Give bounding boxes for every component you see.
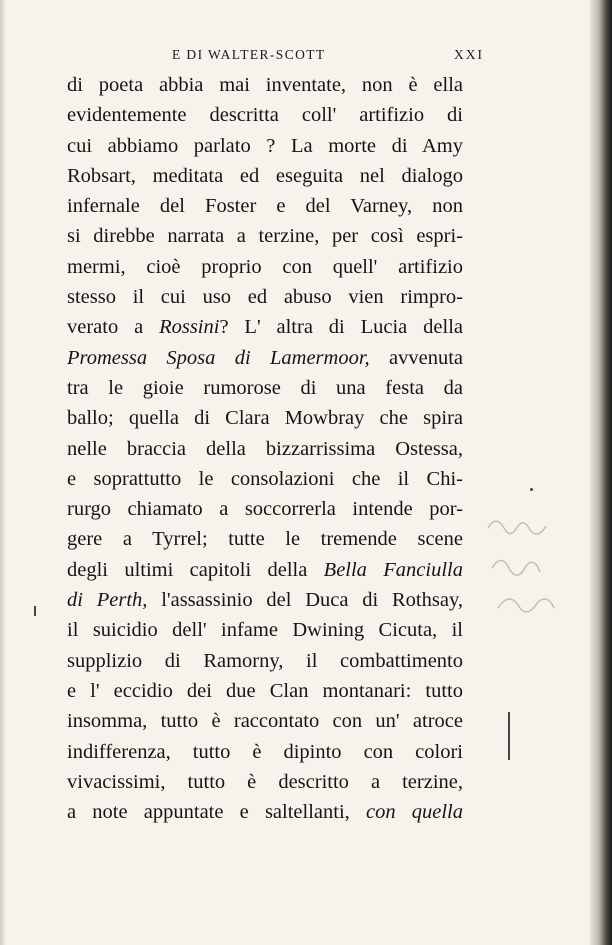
text-line <box>67 524 463 554</box>
italic-text-segment: di Perth, <box>67 589 148 612</box>
text-line <box>67 191 463 221</box>
text-line <box>67 615 463 645</box>
text-segment: nelle braccia della bizzarrissima Ostessa, <box>67 437 463 460</box>
text-line <box>67 403 463 433</box>
text-segment: e l' eccidio dei due Clan montanari: tutto <box>67 679 463 702</box>
margin-tick-mark <box>508 712 510 760</box>
page-gutter-shadow <box>0 0 6 945</box>
text-line <box>67 737 463 767</box>
text-segment: si direbbe narrata a terzine, per così espri- <box>67 225 463 248</box>
text-segment: e soprattutto le consolazioni che il Chi- <box>67 467 463 490</box>
margin-dot <box>530 488 533 491</box>
text-segment: evidentemente descritta coll' artifizio di <box>67 104 463 127</box>
text-segment: gere a Tyrrel; tutte le tremende scene <box>67 528 463 551</box>
running-head <box>64 47 484 67</box>
text-segment: il suicidio dell' infame Dwining Cicuta, il <box>67 619 463 642</box>
italic-text-segment: Bella Fanciulla <box>323 558 463 581</box>
text-line <box>67 252 463 282</box>
text-line <box>67 100 463 130</box>
text-line <box>67 585 463 615</box>
page-edge-shadow <box>590 0 612 945</box>
text-segment: Robsart, meditata ed eseguita nel dialogo <box>67 164 463 187</box>
text-segment: mermi, cioè proprio con quell' artifizio <box>67 255 463 278</box>
text-segment: infernale del Foster e del Varney, non <box>67 195 463 218</box>
text-segment: l'assassinio del Duca di Rothsay, <box>147 589 464 612</box>
text-segment: verato a <box>67 316 160 339</box>
text-segment: cui abbiamo parlato ? La morte di Amy <box>67 134 463 157</box>
text-segment: a note appuntate e saltellanti, <box>67 801 366 824</box>
text-segment: ballo; quella di Clara Mowbray che spira <box>67 407 463 430</box>
text-line <box>67 676 463 706</box>
text-segment: avvenuta <box>369 346 463 369</box>
margin-dot <box>34 606 36 616</box>
text-line <box>67 797 463 827</box>
text-segment: indifferenza, tutto è dipinto con colori <box>67 740 463 763</box>
handwritten-margin-note-icon <box>478 508 598 638</box>
text-line <box>67 555 463 585</box>
text-line <box>67 464 463 494</box>
text-line <box>67 373 463 403</box>
text-line <box>67 282 463 312</box>
body-text <box>67 70 463 827</box>
text-line <box>67 312 463 342</box>
text-segment: tra le gioie rumorose di una festa da <box>67 376 463 399</box>
text-segment: supplizio di Ramorny, il combattimento <box>67 649 463 672</box>
text-segment: stesso il cui uso ed abuso vien rimpro- <box>67 286 463 309</box>
page-number: XXI <box>454 47 484 62</box>
italic-text-segment: Rossini <box>159 316 220 339</box>
text-line <box>67 767 463 797</box>
text-line <box>67 706 463 736</box>
text-line <box>67 70 463 100</box>
text-segment: ? L' altra di Lucia della <box>219 316 463 339</box>
running-head-title: E DI WALTER-SCOTT <box>172 47 326 62</box>
text-segment: insomma, tutto è raccontato con un' atroce <box>67 710 463 733</box>
text-line <box>67 161 463 191</box>
text-line <box>67 646 463 676</box>
text-segment: di poeta abbia mai inventate, non è ella <box>67 74 463 96</box>
text-line <box>67 343 463 373</box>
text-segment: vivacissimi, tutto è descritto a terzine, <box>67 770 463 793</box>
text-line <box>67 494 463 524</box>
italic-text-segment: Promessa Sposa di Lamermoor, <box>67 346 370 369</box>
text-line <box>67 131 463 161</box>
text-segment: rurgo chiamato a soccorrerla intende por- <box>67 498 463 521</box>
text-segment: degli ultimi capitoli della <box>67 558 324 581</box>
text-line <box>67 434 463 464</box>
italic-text-segment: con quella <box>365 801 463 824</box>
text-line <box>67 221 463 251</box>
